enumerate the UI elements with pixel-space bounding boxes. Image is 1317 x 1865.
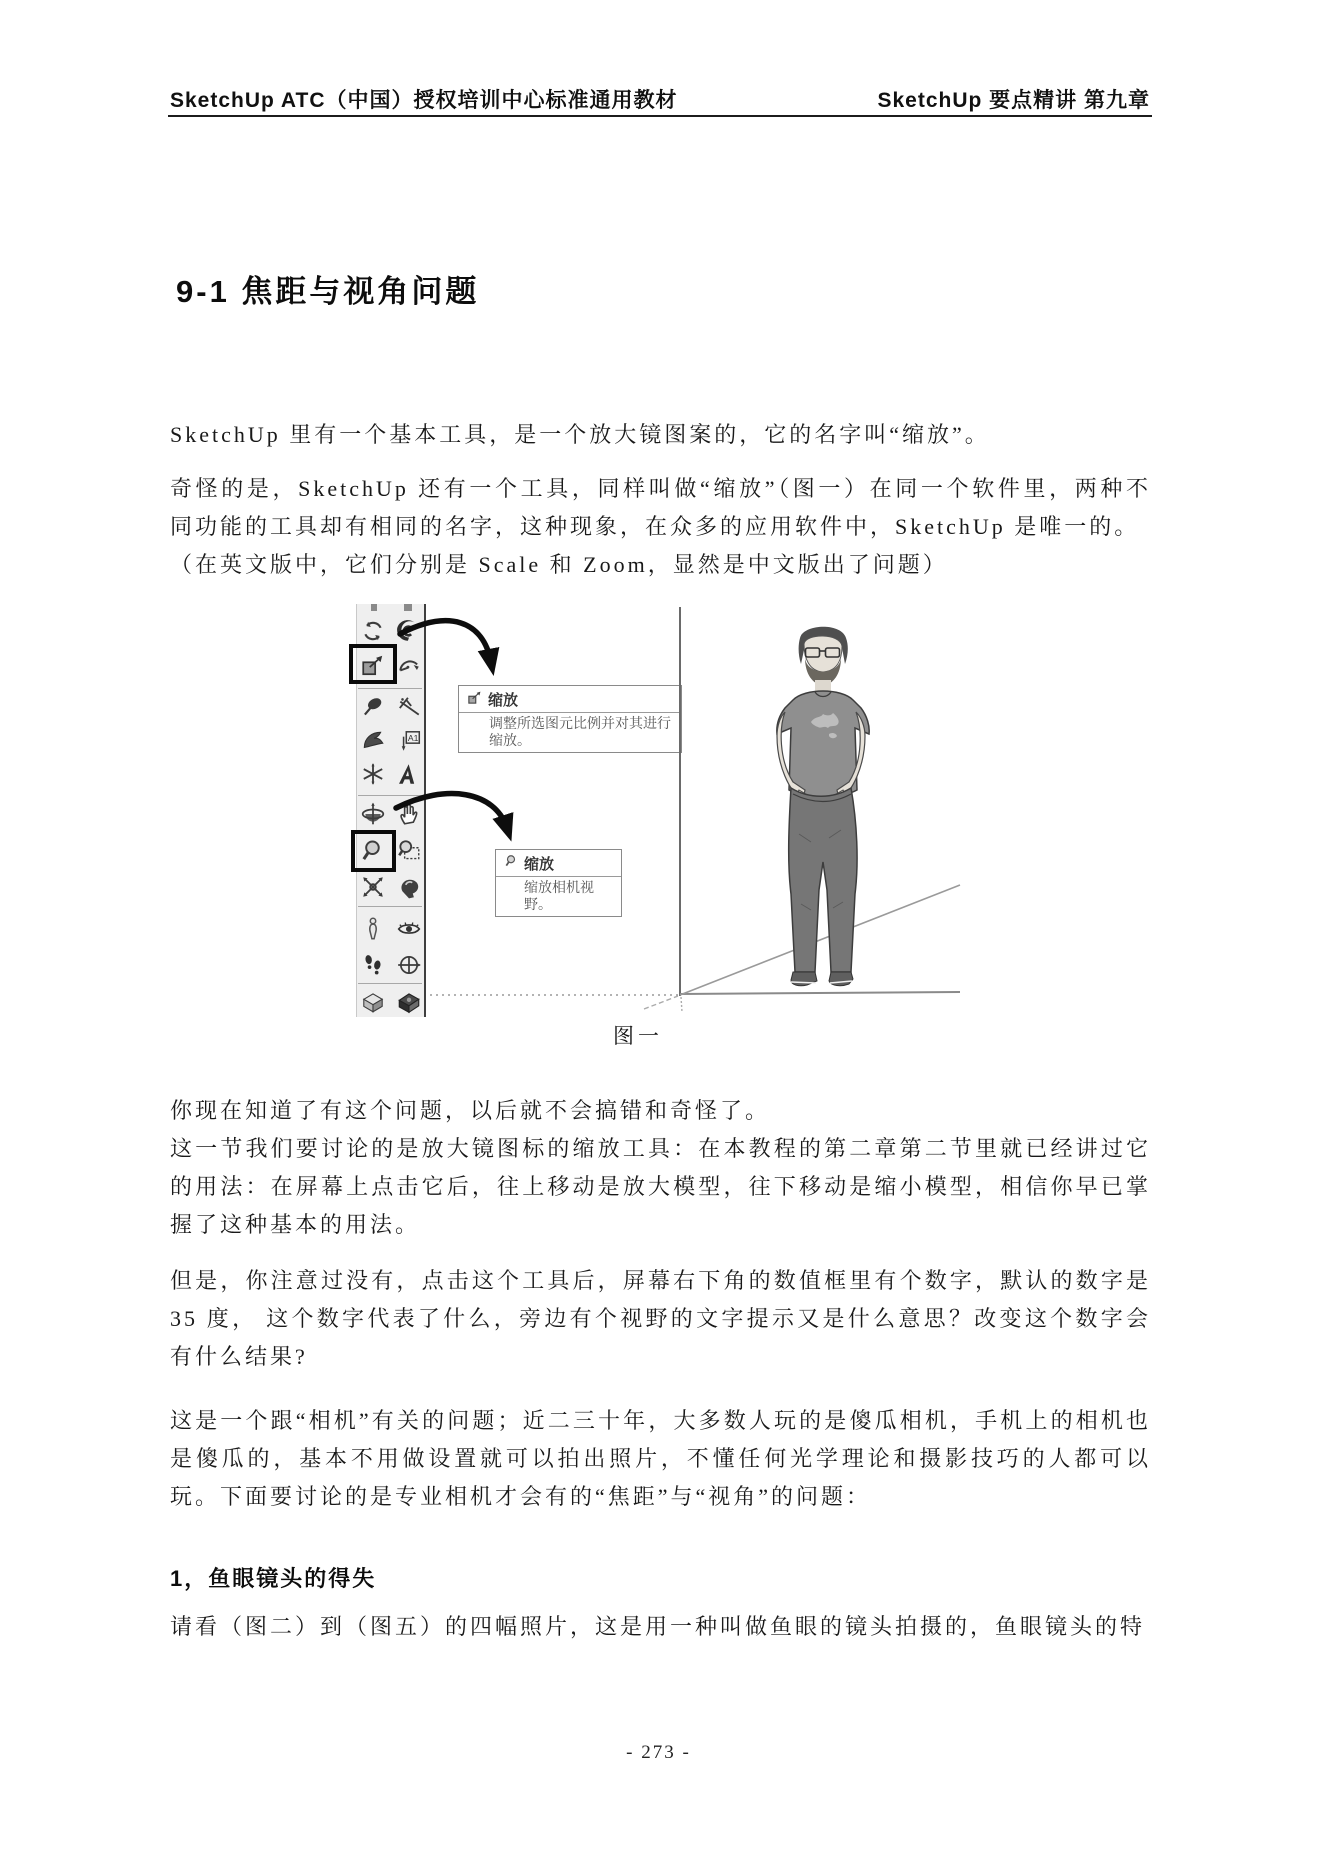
person-left-shoe — [791, 972, 817, 986]
scale-tooltip-icon — [467, 690, 482, 710]
person-figure — [753, 622, 888, 987]
pan-icon — [394, 799, 424, 829]
previous-view-icon — [394, 872, 424, 902]
tape-measure-icon — [394, 692, 424, 722]
paragraph-4: 但是，你注意过没有，点击这个工具后，屏幕右下角的数值框里有个数字，默认的数字是 35 度， 这个数字代表了什么，旁边有个视野的文字提示又是什么意思？改变这个数字会有什么结果? — [170, 1268, 1151, 1369]
toolbar-separator — [358, 983, 422, 984]
camera-icon — [394, 987, 424, 1017]
turn-around-icon — [394, 950, 424, 980]
push-pull-icon — [358, 692, 388, 722]
section-plane-icon — [358, 987, 388, 1017]
offset-icon — [358, 726, 388, 756]
axis-tick — [681, 997, 682, 1012]
scale-tooltip-title: 缩放 — [488, 692, 519, 709]
zoom-tooltip — [495, 849, 622, 917]
paragraph-5: 这是一个跟“相机”有关的问题；近二三十年，大多数人玩的是傻瓜相机，手机上的相机也是傻瓜的，基本不用做设置就可以拍出照片，不懂任何光学理论和摄影技巧的人都可以玩。下面要讨论的是专业相机才会有的“焦距”与“视角”的问题： — [170, 1408, 1151, 1509]
scale-tooltip — [458, 685, 682, 753]
paragraph-3a: 你现在知道了有这个问题，以后就不会搞错和奇怪了。 — [170, 1098, 771, 1123]
scale-tool-selection-box — [349, 644, 397, 684]
page-number: - 273 - — [626, 1742, 691, 1763]
paragraph-1: SketchUp 里有一个基本工具，是一个放大镜图案的，它的名字叫“缩放”。 — [170, 422, 990, 447]
zoom-tooltip-description: 缩放相机视野。 — [524, 879, 594, 912]
ground-edge-line — [680, 992, 960, 994]
rotate-protractor-icon — [394, 650, 424, 680]
section-title: 9-1 焦距与视角问题 — [176, 274, 480, 309]
paragraph-2: 奇怪的是，SketchUp 还有一个工具，同样叫做“缩放”（图一）在同一个软件里，两种不同功能的工具却有相同的名字，这种现象，在众多的应用软件中，SketchUp 是唯一的。 — [170, 476, 1151, 539]
partial-icon — [404, 604, 412, 611]
zoom-tool-selection-box — [351, 830, 396, 872]
person-right-shoe — [829, 972, 853, 986]
axis-dash-continuation — [644, 996, 678, 1009]
text-label-icon — [394, 726, 424, 756]
orbit-icon — [358, 799, 388, 829]
figure-caption: 图一 — [613, 1024, 663, 1048]
header-right: SketchUp 要点精讲 第九章 — [877, 89, 1150, 112]
partial-icon — [371, 604, 377, 611]
paragraph-2-note: （在英文版中，它们分别是 Scale 和 Zoom，显然是中文版出了问题） — [170, 552, 948, 577]
follow-me-icon — [394, 616, 424, 646]
a1-label: A1 — [407, 733, 419, 743]
position-camera-icon — [358, 914, 388, 944]
toolbar-separator — [358, 795, 422, 796]
rotate-icon — [358, 616, 388, 646]
walk-icon — [358, 950, 388, 980]
zoom-extents-icon — [358, 872, 388, 902]
viewport-edge-line — [679, 607, 681, 996]
toolbar-separator — [358, 906, 422, 907]
header-left: SketchUp ATC（中国）授权培训中心标准通用教材 — [170, 89, 678, 112]
person-pants — [789, 788, 857, 972]
zoom-tooltip-icon — [504, 854, 518, 873]
move-icon — [358, 759, 388, 789]
subheading-fisheye: 1，鱼眼镜头的得失 — [170, 1566, 377, 1591]
paragraph-6: 请看（图二）到（图五）的四幅照片，这是用一种叫做鱼眼的镜头拍摄的，鱼眼镜头的特 — [170, 1614, 1146, 1639]
3d-text-icon — [394, 759, 424, 789]
zoom-window-icon — [394, 836, 424, 866]
scale-tooltip-description: 调整所选图元比例并对其进行缩放。 — [489, 715, 671, 748]
look-around-icon — [394, 914, 424, 944]
zoom-tooltip-title: 缩放 — [524, 856, 555, 873]
paragraph-3b: 这一节我们要讨论的是放大镜图标的缩放工具：在本教程的第二章第二节里就已经讲过它的用法：在屏幕上点击它后，往上移动是放大模型，往下移动是缩小模型，相信你早已掌握了这种基本的用法。 — [170, 1136, 1151, 1237]
toolbar-separator — [358, 688, 422, 689]
header-rule — [168, 115, 1152, 117]
